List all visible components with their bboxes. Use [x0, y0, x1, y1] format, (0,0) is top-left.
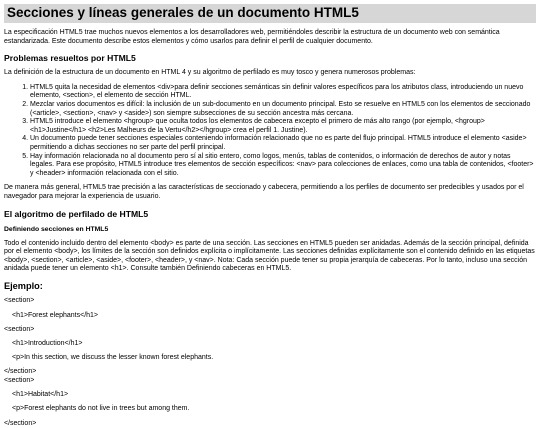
code-line: <p>In this section, we discuss the lesser known forest elephants. [12, 354, 214, 362]
list-item: 2. Mezclar varios documentos es difícil: la inclusión de un sub-documento en un documento principal. Esto se resuelve en HTML5 con los elementos de seccionado (<article>, <section>, <nav> y <aside>) son siempre subsecciones de su sección ancestra más cercana. [30, 101, 536, 118]
problems-lead: La definición de la estructura de un documento en HTML 4 y su algoritmo de perfilado es muy tosco y genera numerosos problemas: [4, 69, 416, 77]
list-item: 1. HTML5 quita la necesidad de elementos <div>para definir secciones semánticas sin definir valores específicos para los atributos class, introduciendo un nuevo elemento, <section>, el elemento de sección HTML. [30, 84, 536, 101]
code-line: <section> [4, 297, 35, 305]
list-item: 4. Un documento puede tener secciones especiales conteniendo información relacionado que no es parte del flujo principal. HTML5 introduce el elemento <aside> permitiendo a dichas secciones no ser parte del perfil principal. [30, 135, 536, 152]
example-heading: Ejemplo: [4, 280, 43, 291]
code-line: <h1>Forest elephants</h1> [12, 311, 99, 319]
example-code [4, 297, 536, 428]
problems-list [4, 84, 536, 179]
section-heading-algorithm: El algoritmo de perfilado de HTML5 [4, 208, 149, 219]
code-line: </section> [4, 419, 37, 427]
subheading-defining-sections: Definiendo secciones en HTML5 [4, 225, 109, 233]
code-line: <p>Forest elephants do not live in trees but among them. [12, 405, 190, 413]
code-line: <h1>Introduction</h1> [12, 340, 83, 348]
code-line: <h1>Habitat</h1> [12, 391, 69, 399]
code-line: <section> [4, 377, 35, 384]
page-title: Secciones y líneas generales de un documento HTML5 [4, 4, 536, 23]
intro-paragraph: La especificación HTML5 trae muchos nuevos elementos a los desarrolladores web, permitiéndoles describir la estructura de un documento web con semántica estandarizada. Este documento describe estos elementos y cómo usarlos para definir el perfil de cualquier documento. [4, 29, 500, 45]
code-line: <section> [4, 325, 35, 333]
list-item: 3. HTML5 introduce el elemento <hgroup> que oculta todos los elementos de cabecera excepto el primero de más alto rango (por ejemplo, <hgroup> <h1>Justine</h1> <h2>Les Malheurs de la Vertu</h2></hgroup> crea el perfil 1. Justine). [30, 118, 536, 135]
code-line: </section> [4, 368, 37, 376]
problems-closing: De manera más general, HTML5 trae precisión a las características de seccionado y cabecera, permitiendo a los perfiles de documento ser predecibles y usados por el navegador para mejorar la experiencia de usuario. [4, 184, 524, 200]
list-item: 5. Hay información relacionada no al documento pero sí al sitio entero, como logos, menús, tablas de contenidos, o información de derechos de autor y notas legales. Para ese propósito, HTML5 introduce tres elementos de sección específicos: <nav> para colecciones de enlaces, como una tabla de contenidos, <footer> y <header> información relacionada con el sitio. [30, 153, 536, 179]
algorithm-body: Todo el contenido incluido dentro del elemento <body> es parte de una sección. Las secciones en HTML5 pueden ser anidadas. Además de la sección principal, definida por el elemento <body>, los límites de la sección son definidos explícita o implícitamente. Las secciones definidas explícitamente son el contenido definido en las etiquetas <body>, <section>, <article>, <aside>, <footer>, <header>, y <nav>. Nota: Cada sección puede tener su propia jerarquía de cabeceras. Por lo tanto, incluso una sección anidada puede tener un elemento <h1>. Consulte también Definiendo cabeceras en HTML5. [4, 239, 535, 273]
section-heading-problems: Problemas resueltos por HTML5 [4, 53, 136, 64]
